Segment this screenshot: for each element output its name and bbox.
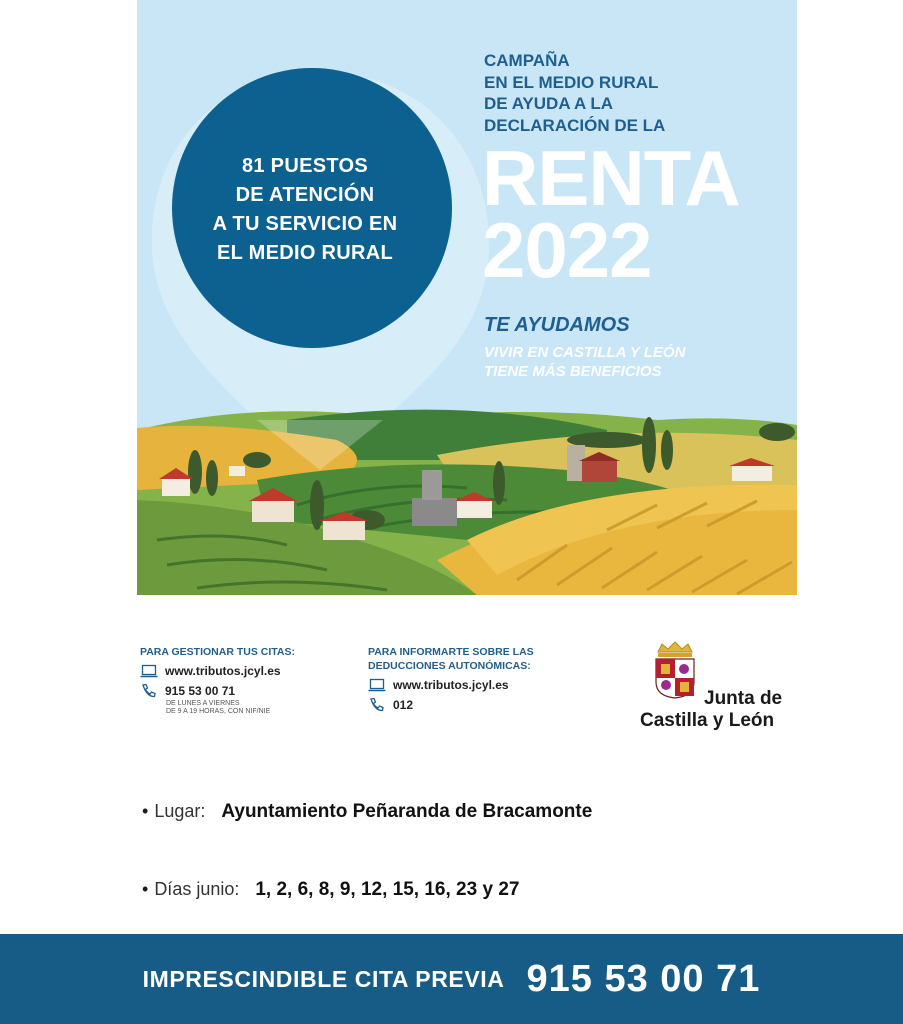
- lugar-item: [142, 801, 592, 823]
- footer-banner: [0, 934, 903, 1024]
- deducciones-heading-line: PARA INFORMARTE SOBRE LAS: [368, 646, 534, 658]
- deducciones-web-row[interactable]: [368, 678, 534, 692]
- campaign-line: CAMPAÑA: [484, 51, 570, 70]
- benefit-line: VIVIR EN CASTILLA Y LEÓN: [484, 344, 686, 361]
- campaign-poster: [137, 0, 797, 595]
- cita-previa-phone[interactable]: 915 53 00 71: [526, 957, 761, 1000]
- citas-hours: [166, 700, 295, 716]
- renta-year: 2022: [482, 206, 652, 294]
- lugar-value: Ayuntamiento Peñaranda de Bracamonte: [221, 801, 593, 822]
- campaign-line: EN EL MEDIO RURAL: [484, 72, 659, 92]
- deducciones-heading-line: DEDUCCIONES AUTONÓMICAS:: [368, 660, 531, 672]
- citas-phone-row[interactable]: [140, 683, 295, 699]
- deducciones-phone-row[interactable]: [368, 697, 534, 713]
- rural-landscape-illustration: [137, 0, 797, 595]
- benefit-line: TIENE MÁS BENEFICIOS: [484, 363, 662, 380]
- deducciones-phone[interactable]: 012: [393, 698, 414, 712]
- bubble-line: A TU SERVICIO EN: [212, 213, 398, 235]
- bubble-line: DE ATENCIÓN: [235, 184, 375, 206]
- hours-line: DE LUNES A VIERNES: [166, 700, 240, 707]
- lugar-label: Lugar:: [154, 801, 206, 821]
- dias-label: Días junio:: [154, 879, 240, 899]
- citas-phone[interactable]: 915 53 00 71: [165, 684, 236, 698]
- benefits-slogan: [484, 343, 685, 381]
- dias-item: [142, 879, 519, 901]
- citas-web-row[interactable]: [140, 664, 295, 678]
- te-ayudamos: TE AYUDAMOS: [484, 314, 630, 336]
- deducciones-web-link[interactable]: www.tributos.jcyl.es: [393, 678, 509, 692]
- phone-icon: [140, 683, 158, 699]
- hours-line: DE 9 A 19 HORAS, CON NIF/NIE: [166, 708, 271, 715]
- campaign-heading: [484, 50, 665, 136]
- citas-web-link[interactable]: www.tributos.jcyl.es: [165, 664, 281, 678]
- renta-title: [482, 134, 740, 294]
- deducciones-info: [368, 645, 534, 713]
- citas-heading: PARA GESTIONAR TUS CITAS:: [140, 646, 295, 658]
- renta-word: RENTA: [482, 134, 740, 222]
- deducciones-heading: [368, 645, 534, 673]
- dias-value: 1, 2, 6, 8, 9, 12, 15, 16, 23 y 27: [255, 879, 520, 900]
- laptop-icon: [368, 678, 386, 692]
- logo-line-2: Castilla y León: [640, 710, 775, 731]
- bullet-dot: •: [142, 879, 149, 899]
- citas-info: [140, 645, 295, 716]
- bubble-line: EL MEDIO RURAL: [216, 242, 394, 264]
- bubble-line: 81 PUESTOS: [241, 155, 369, 177]
- laptop-icon: [140, 664, 158, 678]
- bullet-dot: •: [142, 801, 149, 821]
- campaign-line: DE AYUDA A LA: [484, 94, 614, 113]
- cita-previa-label: IMPRESCINDIBLE CITA PREVIA: [142, 965, 505, 992]
- campaign-line: DECLARACIÓN DE LA: [484, 115, 666, 135]
- phone-icon: [368, 697, 386, 713]
- junta-logo-text: [640, 688, 782, 732]
- logo-line-1: Junta de: [704, 688, 783, 709]
- bubble-text: [175, 152, 435, 268]
